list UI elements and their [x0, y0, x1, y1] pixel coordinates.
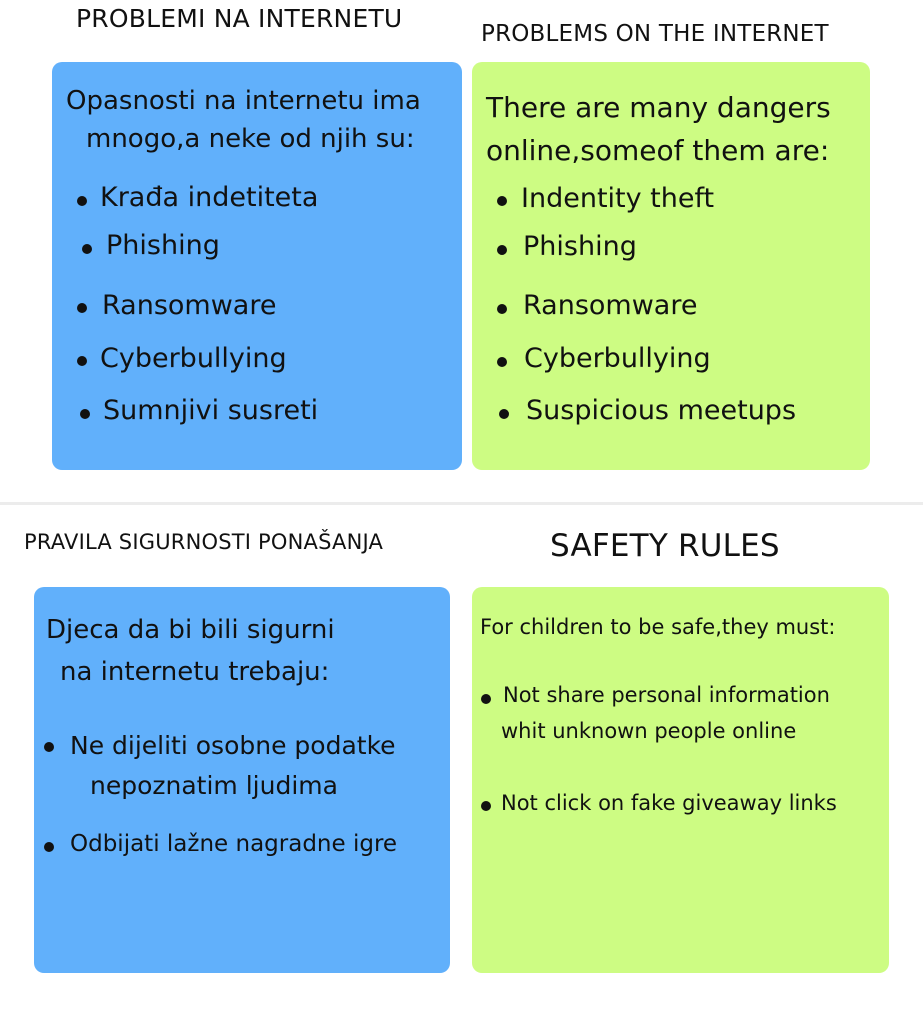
bullet-dot: [44, 842, 54, 852]
bullet-dot: [497, 304, 507, 314]
bullet-dot: [497, 357, 507, 367]
safety-card-en: [472, 587, 889, 973]
problems-card-en: [472, 62, 870, 470]
intro-line-2: mnogo,a neke od njih su:: [86, 124, 415, 154]
safety-title-bs: PRAVILA SIGURNOSTI PONAŠANJA: [24, 530, 384, 554]
list-item: Cyberbullying: [524, 343, 711, 374]
bullet-dot: [77, 303, 87, 313]
list-item-line-1: Not share personal information: [503, 683, 830, 707]
safety-title-en: SAFETY RULES: [550, 528, 780, 564]
list-item: Suspicious meetups: [526, 395, 797, 426]
safety-card-bs: [34, 587, 450, 973]
bullet-dot: [497, 245, 507, 255]
bullet-dot: [481, 801, 491, 811]
list-item-line-2: whit unknown people online: [501, 719, 797, 743]
bullet-dot: [77, 196, 87, 206]
problems-card-bs: [52, 62, 462, 470]
bullet-dot: [497, 196, 507, 206]
bullet-dot: [77, 356, 87, 366]
section-divider: [0, 502, 923, 505]
bullet-dot: [82, 244, 92, 254]
list-item: Phishing: [106, 230, 220, 261]
list-item: Ransomware: [523, 290, 698, 321]
bullet-dot: [481, 694, 491, 704]
intro-line-1: There are many dangers: [486, 91, 831, 124]
bullet-dot: [499, 409, 509, 419]
list-item: Cyberbullying: [100, 343, 287, 374]
list-item-line-2: nepoznatim ljudima: [90, 771, 338, 800]
intro-line-1: Opasnosti na internetu ima: [66, 86, 421, 116]
list-item: Phishing: [523, 231, 637, 262]
problems-title-bs: PROBLEMI NA INTERNETU: [76, 4, 403, 33]
bullet-dot: [80, 409, 90, 419]
list-item: Not click on fake giveaway links: [501, 791, 837, 815]
intro-line: For children to be safe,they must:: [480, 615, 836, 639]
list-item: Sumnjivi susreti: [103, 395, 319, 426]
problems-title-en: PROBLEMS ON THE INTERNET: [481, 21, 829, 47]
list-item-line-1: Ne dijeliti osobne podatke: [70, 731, 396, 760]
list-item: Ransomware: [102, 290, 277, 321]
list-item: Indentity theft: [521, 183, 715, 214]
list-item: Odbijati lažne nagradne igre: [70, 831, 398, 857]
intro-line-1: Djeca da bi bili sigurni: [46, 615, 335, 645]
bullet-dot: [44, 742, 54, 752]
intro-line-2: online,someof them are:: [486, 134, 830, 167]
intro-line-2: na internetu trebaju:: [60, 657, 330, 687]
list-item: Krađa indetiteta: [100, 182, 319, 213]
